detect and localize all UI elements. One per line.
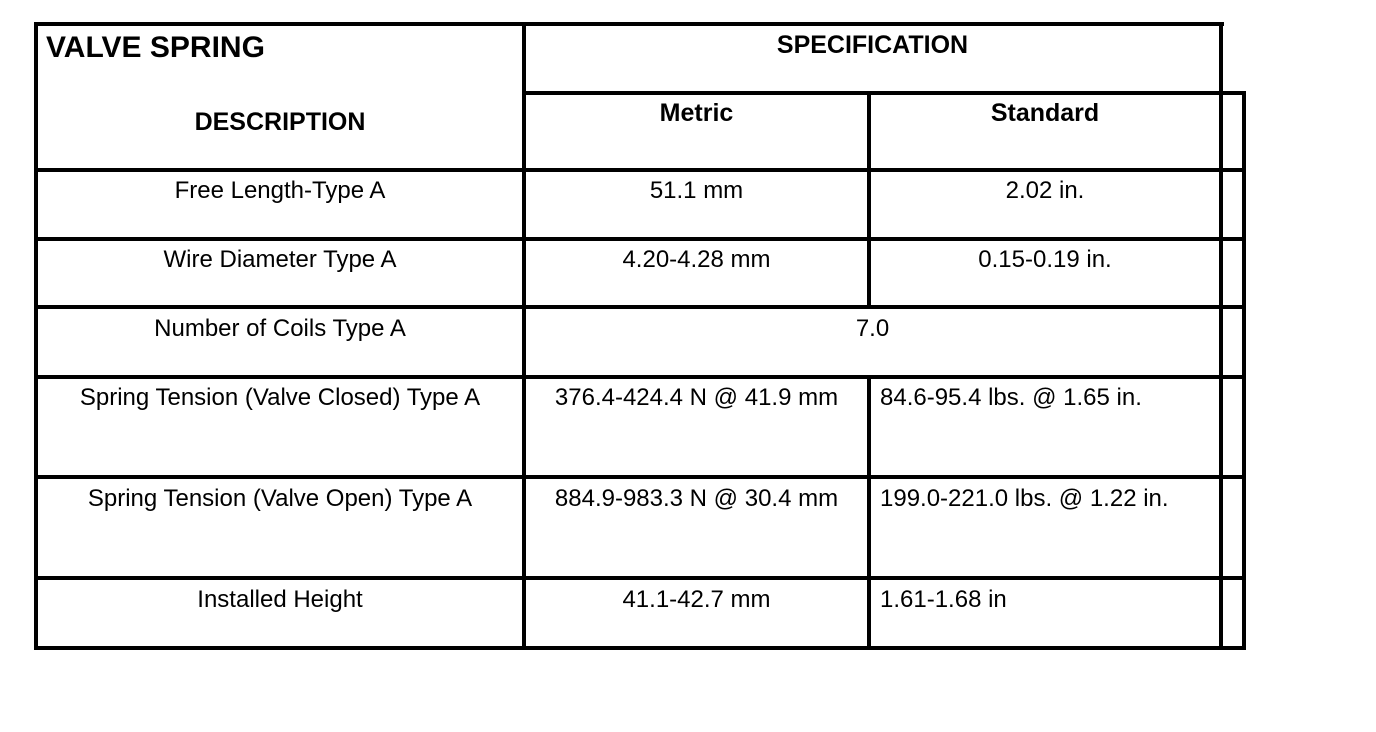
- row-divider-2: [34, 237, 1246, 241]
- row-divider-4: [34, 375, 1246, 379]
- row-4-metric: 376.4-424.4 N @ 41.9 mm: [554, 384, 839, 411]
- row-4-description: Spring Tension (Valve Closed) Type A: [79, 384, 481, 411]
- row-2-description: Wire Diameter Type A: [163, 246, 397, 273]
- row-6-standard: 1.61-1.68 in: [880, 586, 1007, 613]
- metric-header: Metric: [659, 99, 734, 127]
- table-border-top: [34, 22, 1224, 26]
- column-divider-metric-standard-lower: [867, 376, 871, 650]
- row-5-metric: 884.9-983.3 N @ 30.4 mm: [554, 485, 839, 512]
- row-divider-5: [34, 475, 1246, 479]
- row-1-description: Free Length-Type A: [174, 177, 386, 204]
- row-3-merged-value: 7.0: [855, 315, 890, 342]
- table-border-bottom: [34, 646, 1246, 650]
- table-border-right-offset: [1242, 92, 1246, 650]
- standard-header: Standard: [990, 99, 1100, 127]
- row-2-metric: 4.20-4.28 mm: [622, 246, 771, 273]
- row-divider-3: [34, 305, 1246, 309]
- specification-header: SPECIFICATION: [776, 31, 969, 59]
- row-divider-1: [34, 168, 1246, 172]
- row-3-description: Number of Coils Type A: [154, 315, 406, 342]
- description-header: DESCRIPTION: [194, 108, 366, 136]
- row-4-standard: 84.6-95.4 lbs. @ 1.65 in.: [880, 384, 1142, 411]
- row-divider-spec: [522, 91, 1246, 95]
- row-6-description: Installed Height: [197, 586, 363, 613]
- row-1-metric: 51.1 mm: [649, 177, 744, 204]
- table-border-right: [1219, 22, 1223, 650]
- row-1-standard: 2.02 in.: [1005, 177, 1085, 204]
- row-5-description: Spring Tension (Valve Open) Type A: [87, 485, 473, 512]
- row-6-metric: 41.1-42.7 mm: [622, 586, 771, 613]
- table-title: VALVE SPRING: [46, 31, 265, 64]
- row-divider-6: [34, 576, 1246, 580]
- row-5-standard: 199.0-221.0 lbs. @ 1.22 in.: [880, 485, 1169, 512]
- row-2-standard: 0.15-0.19 in.: [978, 246, 1112, 273]
